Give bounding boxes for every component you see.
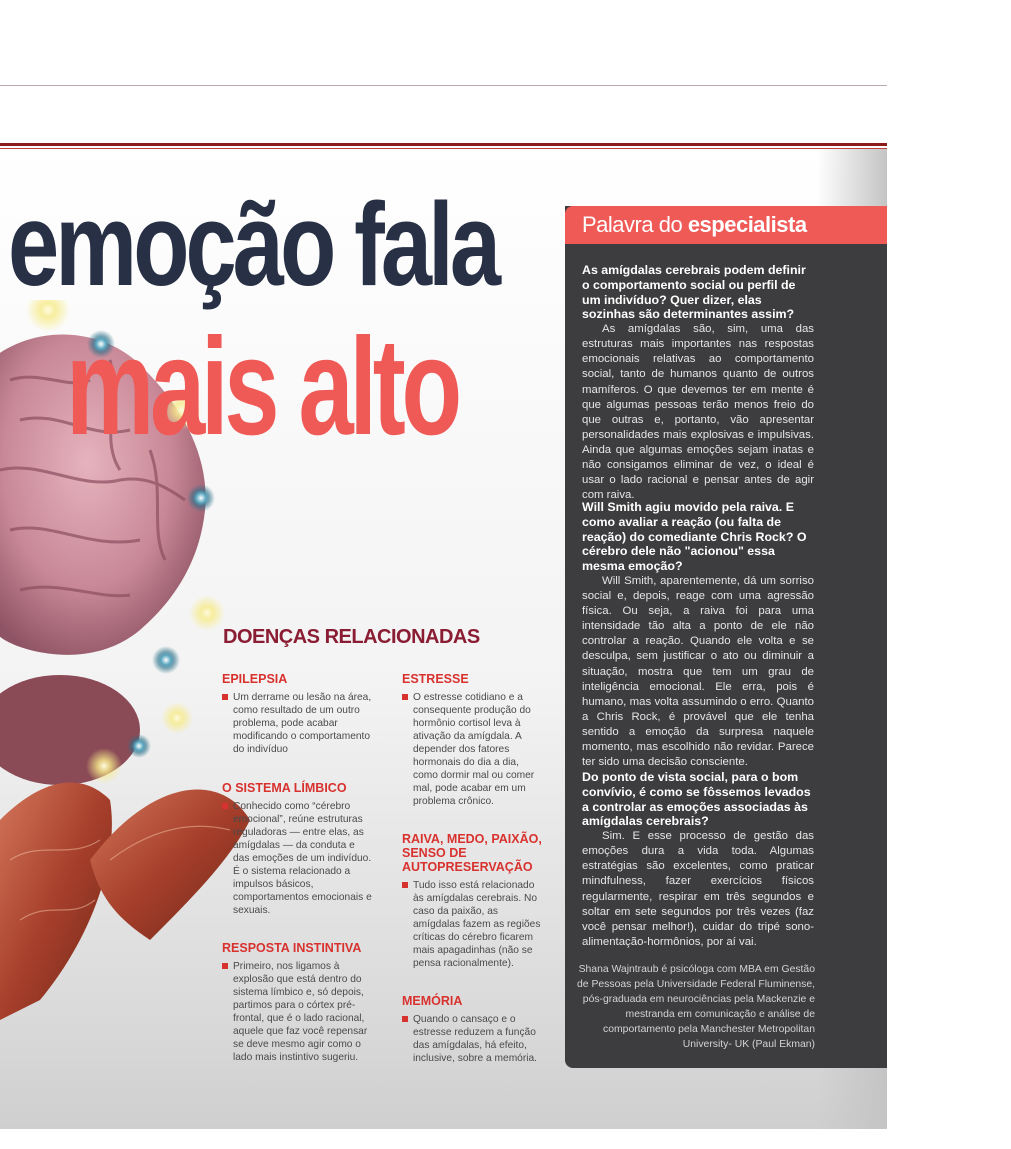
expert-title bbox=[582, 212, 807, 238]
muscle-arm-shape bbox=[0, 783, 112, 1020]
qa-block bbox=[582, 263, 814, 503]
disease-text: Um derrame ou lesão na área, como resultado de um outro problema, pode acabar modificando o comportamento do indivíduo bbox=[233, 692, 372, 755]
diseases-left-column bbox=[222, 672, 372, 1064]
expert-title-prefix: Palavra do bbox=[582, 212, 683, 237]
answer: As amígdalas são, sim, uma das estruturas mais importantes nas respostas emocionais relativas ao comportamento social, tanto de humanos quanto de outros mamíferos. O que devemos ter em mente é que algumas pessoas terão menos freio do que outras e, portanto, vão apresentar personalidades mais explosivas e impulsivas. Ainda que algumas emoções sejam inatas e não consigamos eliminar de vez, o ideal é usar o lado racional e pensar antes de agir com raiva. bbox=[582, 323, 814, 502]
disease-item bbox=[222, 781, 372, 917]
bullet-square bbox=[402, 694, 408, 700]
disease-title: RAIVA, MEDO, PAIXÃO, SENSO DE AUTOPRESERVAÇÃO bbox=[402, 832, 542, 874]
expert-header bbox=[565, 206, 887, 244]
bullet-square bbox=[222, 963, 228, 969]
question: Do ponto de vista social, para o bom convívio, é como se fôssemos levados a controlar as emoções associadas às amígdalas cerebrais? bbox=[582, 770, 811, 829]
related-diseases-heading: DOENÇAS RELACIONADAS bbox=[223, 626, 480, 648]
answer: Sim. E esse processo de gestão das emoções dura a vida toda. Algumas estratégias são excelentes, como praticar mindfulness, fazer exercícios físicos regularmente, respirar em três segundos e soltar em sete segundos por três vezes (faz você pensar melhor!), cuidar do tripé sono-alimentação-hormônios, por aí vai. bbox=[582, 830, 814, 948]
disease-text: Quando o cansaço e o estresse reduzem a função das amígdalas, há efeito, inclusive, sobre a memória. bbox=[413, 1014, 537, 1064]
disease-text: Conhecido como “cérebro emocional”, reúne estruturas reguladoras — entre elas, as amígdalas — da conduta e das emoções de um indivíduo. É o sistema relacionado a impulsos básicos, comportamentos emocionais e sexuais. bbox=[233, 801, 372, 916]
headline-line-1: emoção fala bbox=[8, 179, 498, 311]
top-rule bbox=[0, 85, 887, 86]
diseases-right-column bbox=[402, 672, 542, 1065]
bullet-square bbox=[222, 803, 228, 809]
bullet-square bbox=[402, 1016, 408, 1022]
disease-text: O estresse cotidiano e a consequente produção do hormônio cortisol leva à ativação da amígdala. A depender dos fatores hormonais do dia a dia, como dormir mal ou comer mal, pode acabar em um problema crônico. bbox=[413, 692, 535, 807]
expert-title-bold: especialista bbox=[687, 212, 807, 237]
expert-bio: Shana Wajntraub é psicóloga com MBA em Gestão de Pessoas pela Universidade Federal Fluminense, pós-graduada em neurociências pela Mackenzie e mestranda em comunicação e análise de comportamento pela Manchester Metropolitan University- UK (Paul Ekman) bbox=[577, 964, 815, 1050]
disease-title: EPILEPSIA bbox=[222, 672, 288, 686]
headline-line-2: mais alto bbox=[66, 310, 458, 464]
disease-title: MEMÓRIA bbox=[402, 994, 463, 1008]
expert-box bbox=[565, 206, 887, 1068]
disease-item bbox=[222, 672, 372, 756]
panel-top-bar bbox=[0, 143, 887, 146]
disease-text: Tudo isso está relacionado às amígdalas cerebrais. No caso da paixão, as amígdalas fazem as regiões críticas do cérebro ficarem mais apagadinhas (não se pensa racionalmente). bbox=[413, 880, 541, 969]
bullet-square bbox=[402, 882, 408, 888]
disease-item bbox=[222, 941, 372, 1064]
answer: Will Smith, aparentemente, dá um sorriso social e, depois, reage com uma agressão física. Ou seja, a raiva foi para uma intensidade tão alta a ponto de ele não controlar a reação. Quando ele volta e se desculpa, sem justificar o ato ou diminuir a situação, mostra que tem um grau de inteligência emocional. Ele erra, pois é humano, mas volta assumindo o erro. Quanto a Chris Rock, é provável que ele tenha sentido a emoção da surpresa naquele momento, mas escolhido não revidar. Parece ter sido uma decisão consciente. bbox=[582, 574, 814, 769]
disease-text: Primeiro, nos ligamos à explosão que está dentro do sistema límbico e, só depois, partimos para o córtex pré-frontal, que é o lado racional, aquele que faz você repensar se deve mesmo agir como o lado mais instintivo sugeriu. bbox=[233, 961, 368, 1063]
disease-item bbox=[402, 672, 542, 808]
qa-block bbox=[582, 500, 814, 770]
disease-title: ESTRESSE bbox=[402, 672, 469, 686]
disease-title: RESPOSTA INSTINTIVA bbox=[222, 941, 362, 955]
panel-top-line bbox=[0, 148, 887, 149]
question: Will Smith agiu movido pela raiva. E como avaliar a reação (ou falta de reação) do comediante Chris Rock? O cérebro dele não "acionou" essa mesma emoção? bbox=[582, 500, 807, 574]
question: As amígdalas cerebrais podem definir o comportamento social ou perfil de um indivíduo? Quer dizer, elas sozinhas são determinantes assim? bbox=[582, 263, 806, 322]
bullet-square bbox=[222, 694, 228, 700]
qa-block bbox=[582, 770, 814, 950]
disease-title: O SISTEMA LÍMBICO bbox=[222, 781, 347, 795]
disease-item bbox=[402, 832, 542, 970]
disease-item bbox=[402, 994, 542, 1065]
